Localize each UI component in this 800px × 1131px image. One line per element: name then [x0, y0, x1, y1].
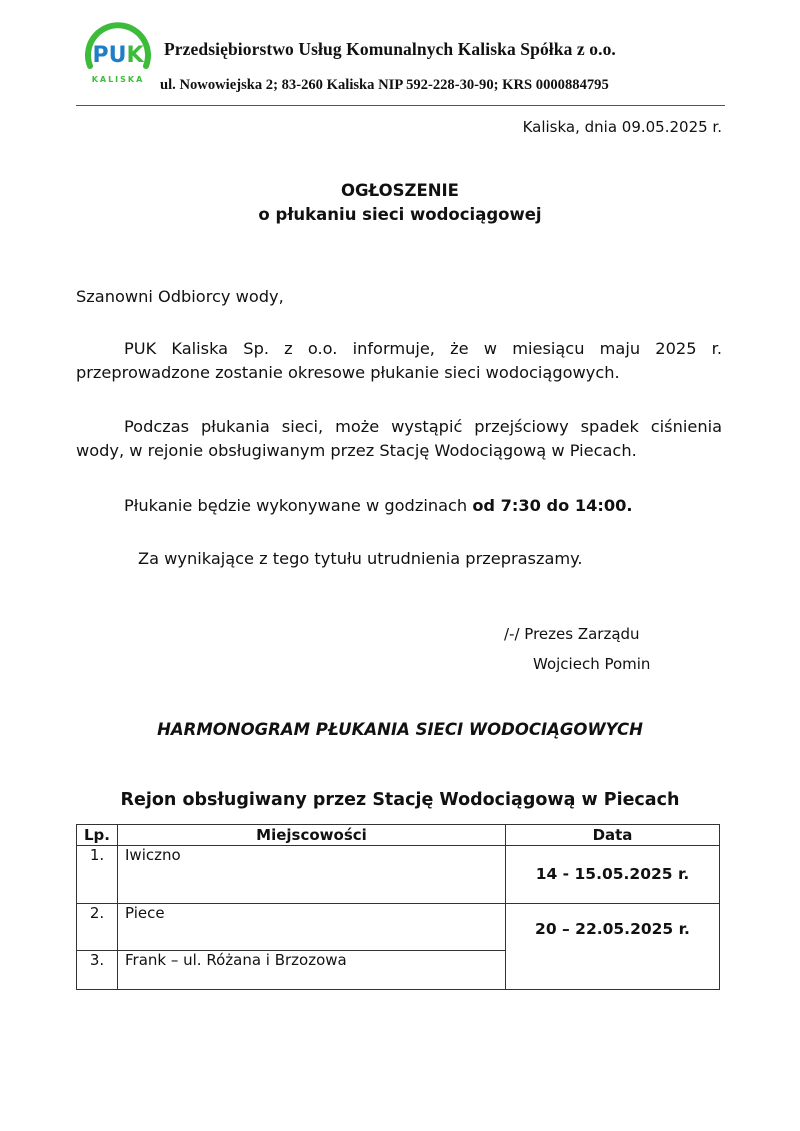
paragraph-hours	[76, 494, 722, 518]
row-date: 14 - 15.05.2025 r.	[506, 846, 720, 904]
schedule-region: Rejon obsługiwany przez Stację Wodociągową w Piecach	[120, 790, 680, 810]
row-date: 20 – 22.05.2025 r.	[506, 904, 720, 990]
column-header-date: Data	[506, 825, 720, 846]
row-lp: 3.	[77, 951, 118, 990]
table-header-row	[77, 825, 720, 846]
apology: Za wynikające z tego tytułu utrudnienia przepraszamy.	[138, 549, 583, 568]
signature-role: /-/ Prezes Zarządu	[504, 625, 640, 643]
column-header-lp: Lp.	[77, 825, 118, 846]
date-line: Kaliska, dnia 09.05.2025 r.	[522, 118, 722, 136]
hours-value: od 7:30 do 14:00.	[472, 496, 633, 515]
table-row	[77, 846, 720, 904]
puk-kaliska-logo	[82, 20, 154, 92]
document-subtitle: o płukaniu sieci wodociągowej	[258, 205, 542, 224]
logo-text: PUK	[92, 43, 144, 68]
company-address: ul. Nowowiejska 2; 83-260 Kaliska NIP 592-228-30-90; KRS 0000884795	[160, 77, 609, 93]
document-title: OGŁOSZENIE	[341, 181, 459, 200]
logo-subtext: KALISKA	[91, 75, 145, 84]
hours-prefix: Płukanie będzie wykonywane w godzinach	[124, 496, 473, 515]
table-row	[77, 904, 720, 951]
schedule-heading: HARMONOGRAM PŁUKANIA SIECI WODOCIĄGOWYCH	[157, 720, 643, 739]
column-header-places: Miejscowości	[118, 825, 506, 846]
paragraph-pressure: Podczas płukania sieci, może wystąpić przejściowy spadek ciśnienia wody, w rejonie obsługiwanym przez Stację Wodociągową w Piecach.	[76, 417, 722, 460]
row-place: Frank – ul. Różana i Brzozowa	[118, 951, 506, 990]
schedule-table	[76, 824, 720, 990]
row-place: Piece	[118, 904, 506, 951]
header-divider	[76, 105, 725, 106]
company-name: Przedsiębiorstwo Usług Komunalnych Kaliska Spółka z o.o.	[164, 39, 616, 59]
row-lp: 2.	[77, 904, 118, 951]
row-place: Iwiczno	[118, 846, 506, 904]
paragraph-info: PUK Kaliska Sp. z o.o. informuje, że w miesiącu maju 2025 r. przeprowadzone zostanie okresowe płukanie sieci wodociągowych.	[76, 339, 722, 382]
row-lp: 1.	[77, 846, 118, 904]
salutation: Szanowni Odbiorcy wody,	[76, 287, 284, 306]
signature-name: Wojciech Pomin	[533, 655, 651, 673]
